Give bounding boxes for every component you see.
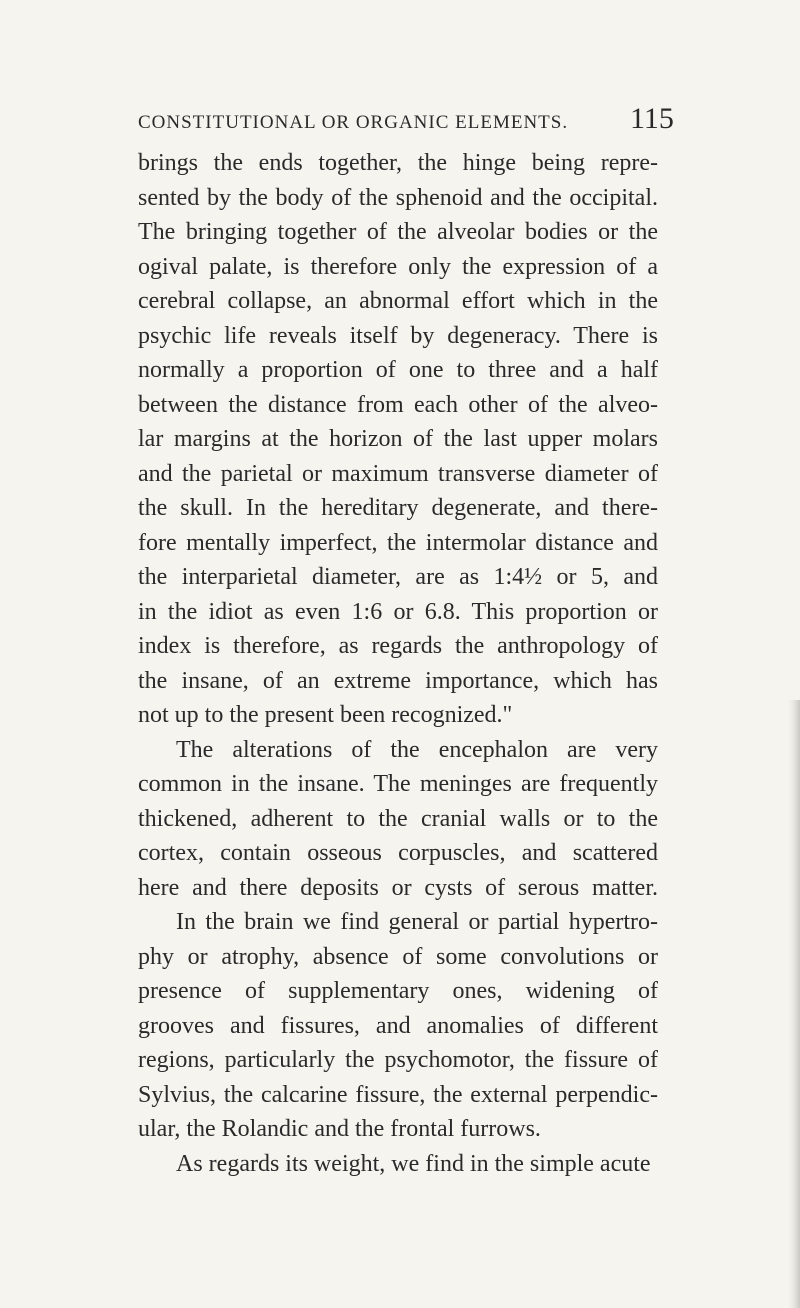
paragraph-start-line: The alterations of the encephalon are very	[176, 736, 658, 763]
text-line: grooves and fissures, and anomalies of different	[138, 1012, 658, 1039]
text-line: and the parietal or maximum transverse diameter of	[138, 460, 658, 487]
body-text	[138, 146, 658, 1181]
running-head: CONSTITUTIONAL OR ORGANIC ELEMENTS.	[138, 112, 569, 133]
paragraph-start-line: As regards its weight, we find in the simple acute	[176, 1150, 651, 1177]
text-line: the interparietal diameter, are as 1:4½ or 5, and	[138, 564, 658, 590]
text-line: lar margins at the horizon of the last upper molars	[138, 426, 658, 452]
page-edge-shadow	[788, 700, 800, 1308]
text-line: Sylvius, the calcarine fissure, the external perpendic-	[138, 1081, 658, 1108]
text-line: psychic life reveals itself by degeneracy. There is	[138, 322, 658, 349]
text-line: regions, particularly the psychomotor, the fissure of	[138, 1047, 658, 1073]
text-line: between the distance from each other of the alveo-	[138, 391, 658, 418]
text-line: cortex, contain osseous corpuscles, and scattered	[138, 840, 658, 866]
text-line: sented by the body of the sphenoid and the occipital.	[138, 184, 658, 211]
text-line: cerebral collapse, an abnormal effort which in the	[138, 288, 658, 314]
text-line: ular, the Rolandic and the frontal furrows.	[138, 1116, 541, 1142]
page-number: 115	[630, 102, 674, 135]
text-line: In the brain we find general or partial hypertro-	[176, 909, 658, 935]
text-line: not up to the present been recognized."	[138, 702, 513, 728]
text-line: fore mentally imperfect, the intermolar distance and	[138, 529, 658, 556]
text-line: common in the insane. The meninges are frequently	[138, 771, 658, 797]
text-line: ogival palate, is therefore only the expression of a	[138, 253, 658, 280]
text-line: here and there deposits or cysts of serous matter.	[138, 874, 658, 901]
text-line: brings the ends together, the hinge being repre-	[138, 150, 658, 176]
text-line: The bringing together of the alveolar bodies or the	[138, 219, 658, 245]
text-line: phy or atrophy, absence of some convolutions or	[138, 943, 658, 970]
text-line: presence of supplementary ones, widening of	[138, 978, 658, 1004]
text-line: the insane, of an extreme importance, which has	[138, 667, 658, 694]
text-line: in the idiot as even 1:6 or 6.8. This proportion or	[138, 598, 658, 625]
text-line: index is therefore, as regards the anthropology of	[138, 633, 658, 659]
text-line: the skull. In the hereditary degenerate, and there-	[138, 495, 658, 521]
text-line: normally a proportion of one to three and a half	[138, 357, 658, 383]
text-line: thickened, adherent to the cranial walls or to the	[138, 805, 658, 832]
